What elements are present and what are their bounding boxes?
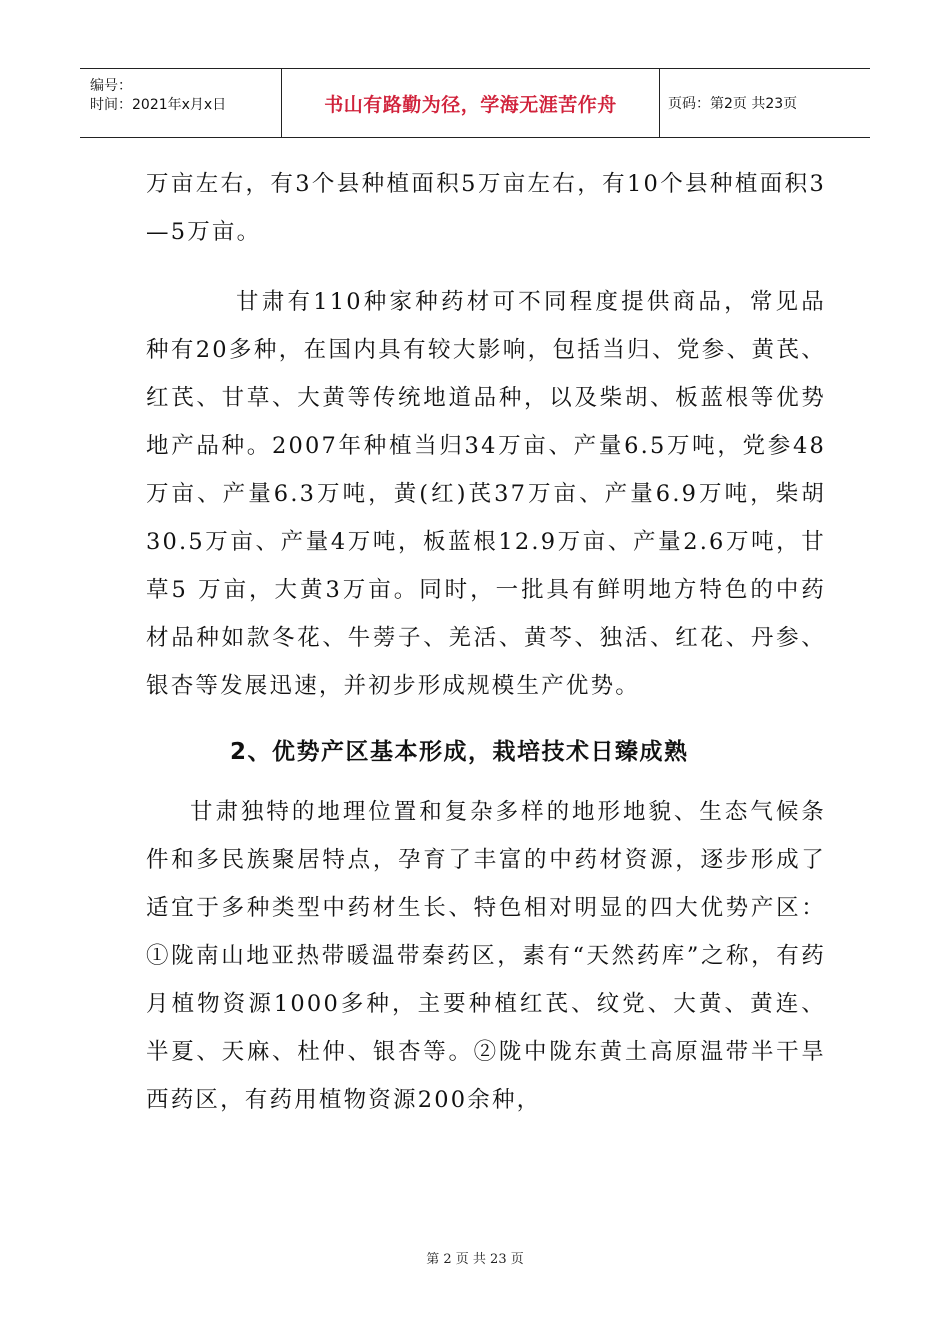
document-header (80, 68, 870, 138)
page-footer: 第 2 页 共 23 页 (426, 1252, 524, 1267)
section-heading: 2、优势产区基本形成，栽培技术日臻成熟 (230, 739, 689, 765)
header-motto-cell (282, 69, 660, 137)
time-label: 时间：2021年x月x日 (90, 97, 227, 113)
paragraph-regions: 甘肃独特的地理位置和复杂多样的地形地貌、生态气候条件和多民族聚居特点，孕育了丰富的中药材资源，逐步形成了适宜于多种类型中药材生长、特色相对明显的四大优势产区：①陇南山地亚热带暖温带秦药区，素有“天然药库”之称，有药月植物资源1000多种，主要种植红芪、纹党、大黄、黄连、半夏、天麻、杜仲、银杏等。②陇中陇东黄土高原温带半干旱西药区，有药用植物资源200余种， (146, 799, 826, 1113)
header-meta-cell (80, 69, 282, 137)
document-body (146, 160, 826, 1124)
number-label: 编号： (90, 78, 132, 94)
header-page-cell (660, 69, 870, 137)
paragraph-continuation: 万亩左右，有3个县种植面积5万亩左右，有10个县种植面积3—5万亩。 (146, 171, 826, 245)
header-page-info: 页码：第2页 共23页 (668, 96, 798, 112)
header-motto: 书山有路勤为径，学海无涯苦作舟 (324, 93, 617, 116)
paragraph-varieties: 甘肃有110种家种药材可不同程度提供商品，常见品种有20多种，在国内具有较大影响，包括当归、党参、黄芪、红芪、甘草、大黄等传统地道品种，以及柴胡、板蓝根等优势地产品种。2007年种植当归34万亩、产量6.5万吨，党参48万亩、产量6.3万吨，黄(红)芪37万亩、产量6.9万吨，柴胡30.5万亩、产量4万吨，板蓝根12.9万亩、产量2.6万吨，甘草5 万亩，大黄3万亩。同时，一批具有鲜明地方特色的中药材品种如款冬花、牛蒡子、羌活、黄芩、独活、红花、丹参、银杏等发展迅速，并初步形成规模生产优势。 (146, 289, 826, 699)
